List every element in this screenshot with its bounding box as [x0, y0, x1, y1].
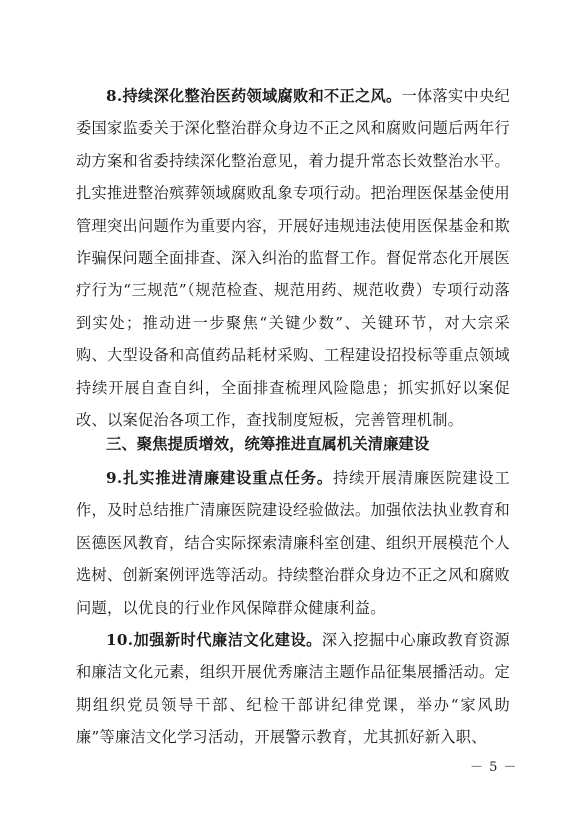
paragraph-9-lead: 9.扎实推进清廉建设重点任务。 [106, 469, 334, 487]
section-3-heading: 三、聚焦提质增效，统筹推进直属机关清廉建设 [106, 435, 430, 453]
paragraph-10-lead: 10.加强新时代廉洁文化建设。 [106, 631, 322, 649]
page-number: － 5 － [470, 760, 518, 775]
paragraph-10 [76, 624, 510, 754]
paragraph-8-lead: 8.持续深化整治医药领域腐败和不正之风。 [106, 87, 402, 105]
paragraph-10-body: 深入挖掘中心廉政教育资源和廉洁文化元素，组织开展优秀廉洁主题作品征集展播活动。定期组织党员领导干部、纪检干部讲纪律党课，举办“家风助廉”等廉洁文化学习活动，开展警示教育，尤其抓好新入职、 [76, 631, 510, 747]
paragraph-9-body: 持续开展清廉医院建设工作，及时总结推广清廉医院建设经验做法。加强依法执业教育和医德医风教育，结合实际探索清廉科室创建、组织开展模范个人选树、创新案例评选等活动。持续整治群众身边不正之风和腐败问题，以优良的行业作风保障群众健康利益。 [76, 469, 510, 617]
paragraph-8-body: 一体落实中央纪委国家监委关于深化整治群众身边不正之风和腐败问题后两年行动方案和省委持续深化整治意见，着力提升常态长效整治水平。扎实推进整治殡葬领域腐败乱象专项行动。把治理医保基金使用管理突出问题作为重要内容，开展好违规违法使用医保基金和欺诈骗保问题全面排查、深入纠治的监督工作。督促常态化开展医疗行为“三规范”（规范检查、规范用药、规范收费）专项行动落到实处；推动进一步聚焦“关键少数”、关键环节，对大宗采购、大型设备和高值药品耗材采购、工程建设招投标等重点领域持续开展自查自纠，全面排查梳理风险隐患；抓实抓好以案促改、以案促治各项工作，查找制度短板，完善管理机制。 [76, 87, 510, 430]
paragraph-8 [76, 80, 510, 436]
paragraph-9 [76, 462, 510, 624]
